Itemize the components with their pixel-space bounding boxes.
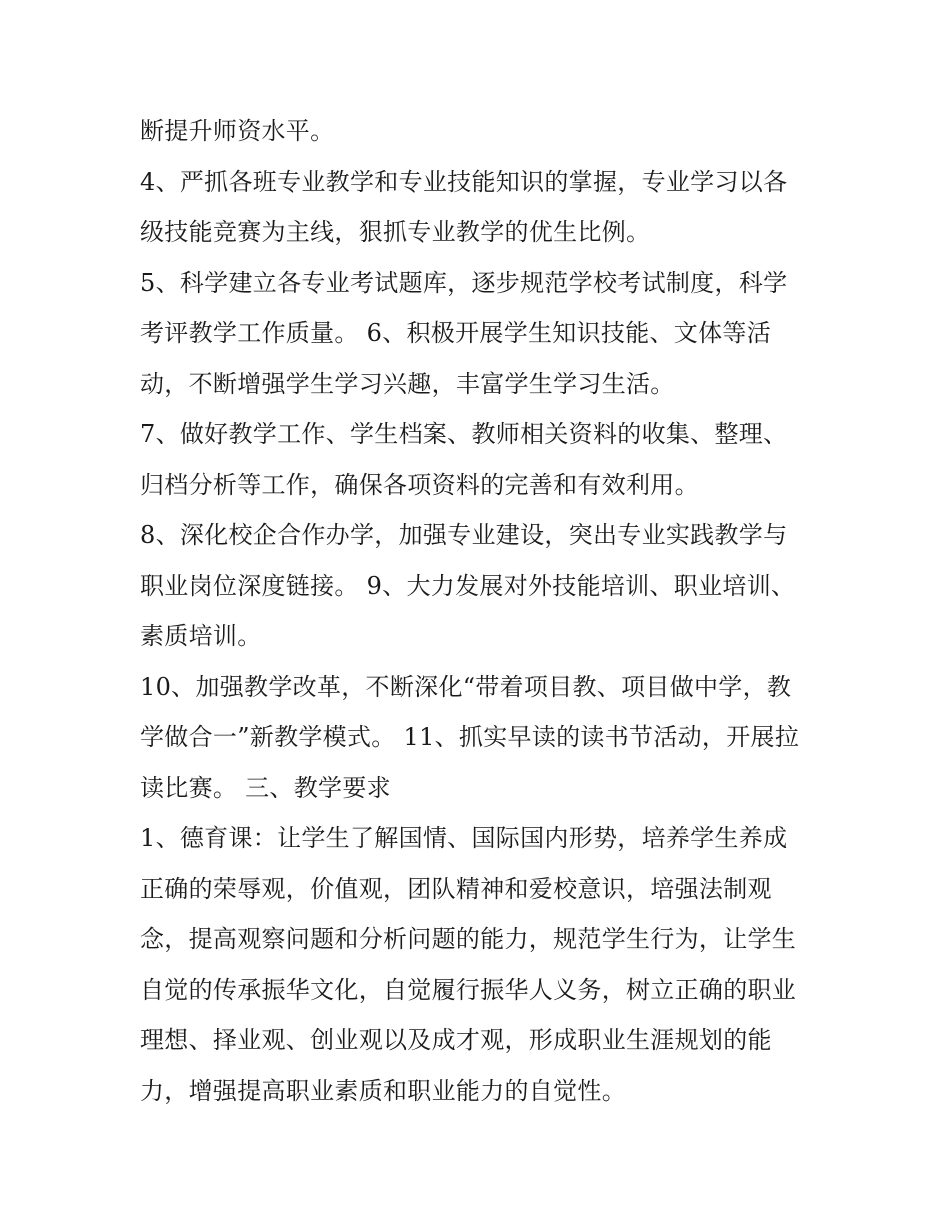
text-line: 理想、择业观、创业观以及成才观，形成职业生涯规划的能 — [140, 1026, 772, 1054]
text-line: 职业岗位深度链接。 9、大力发展对外技能培训、职业培训、 — [140, 571, 796, 600]
document-body — [140, 106, 820, 1116]
text-line: 断提升师资水平。 — [140, 117, 335, 145]
text-line: 读比赛。 三、教学要求 — [140, 773, 391, 802]
text-line: 1、德育课：让学生了解国情、国际国内形势，培养学生养成 — [140, 824, 788, 852]
text-line: 动，不断增强学生学习兴趣，丰富学生学习生活。 — [140, 369, 675, 398]
text-line: 10、加强教学改革，不断深化“带着项目教、项目做中学，教 — [140, 672, 792, 701]
text-line: 力，增强提高职业素质和职业能力的自觉性。 — [140, 1076, 626, 1105]
text-line: 8、深化校企合作办学，加强专业建设，突出专业实践教学与 — [140, 521, 788, 549]
text-line: 学做合一”新教学模式。 11、抓实早读的读书节活动，开展拉 — [140, 723, 800, 751]
text-line: 4、严抓各班专业教学和专业技能知识的掌握，专业学习以各 — [140, 167, 788, 196]
text-line: 念，提高观察问题和分析问题的能力，规范学生行为，让学生 — [140, 925, 797, 953]
text-line: 7、做好教学工作、学生档案、教师相关资料的收集、整理、 — [140, 420, 788, 448]
text-line: 归档分析等工作，确保各项资料的完善和有效利用。 — [140, 470, 699, 499]
text-line: 自觉的传承振华文化，自觉履行振华人义务，树立正确的职业 — [140, 975, 797, 1004]
text-line: 素质培训。 — [140, 622, 262, 650]
text-line: 级技能竞赛为主线，狠抓专业教学的优生比例。 — [140, 218, 651, 246]
text-line: 考评教学工作质量。 6、积极开展学生知识技能、文体等活 — [140, 319, 771, 347]
text-line: 5、科学建立各专业考试题库，逐步规范学校考试制度，科学 — [140, 268, 788, 297]
text-line: 正确的荣辱观，价值观，团队精神和爱校意识，培强法制观 — [140, 874, 772, 903]
